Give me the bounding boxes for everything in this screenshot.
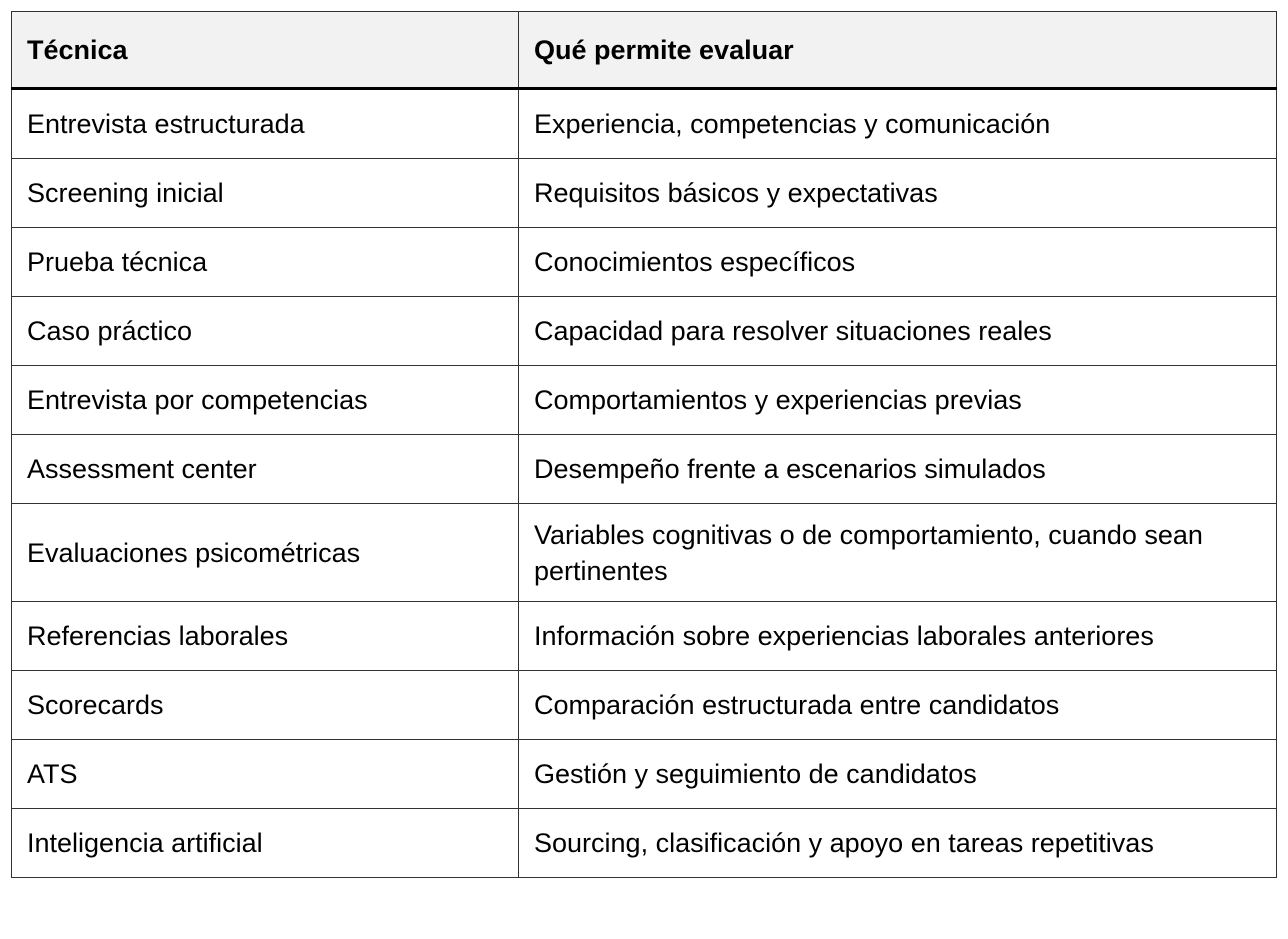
evaluation-cell: Comportamientos y experiencias previas — [519, 366, 1277, 435]
evaluation-cell: Información sobre experiencias laborales anteriores — [519, 602, 1277, 671]
table-row — [12, 740, 1277, 809]
table-row — [12, 504, 1277, 602]
technique-cell: Screening inicial — [12, 159, 519, 228]
technique-cell: ATS — [12, 740, 519, 809]
evaluation-cell: Gestión y seguimiento de candidatos — [519, 740, 1277, 809]
evaluation-cell: Requisitos básicos y expectativas — [519, 159, 1277, 228]
column-header-tecnica: Técnica — [12, 12, 519, 89]
evaluation-cell: Desempeño frente a escenarios simulados — [519, 435, 1277, 504]
table-row — [12, 366, 1277, 435]
technique-cell: Scorecards — [12, 671, 519, 740]
technique-cell: Caso práctico — [12, 297, 519, 366]
table-row — [12, 602, 1277, 671]
table-row — [12, 297, 1277, 366]
technique-cell: Entrevista estructurada — [12, 89, 519, 159]
table-header-row — [12, 12, 1277, 89]
technique-cell: Referencias laborales — [12, 602, 519, 671]
technique-cell: Evaluaciones psicométricas — [12, 504, 519, 602]
table-row — [12, 809, 1277, 878]
table-row — [12, 435, 1277, 504]
techniques-table — [11, 11, 1277, 878]
evaluation-cell: Conocimientos específicos — [519, 228, 1277, 297]
table-row — [12, 671, 1277, 740]
technique-cell: Prueba técnica — [12, 228, 519, 297]
technique-cell: Entrevista por competencias — [12, 366, 519, 435]
technique-cell: Inteligencia artificial — [12, 809, 519, 878]
evaluation-cell: Experiencia, competencias y comunicación — [519, 89, 1277, 159]
evaluation-cell: Comparación estructurada entre candidatos — [519, 671, 1277, 740]
technique-cell: Assessment center — [12, 435, 519, 504]
column-header-que-permite-evaluar: Qué permite evaluar — [519, 12, 1277, 89]
table-row — [12, 89, 1277, 159]
table-row — [12, 159, 1277, 228]
evaluation-cell: Capacidad para resolver situaciones reales — [519, 297, 1277, 366]
table-row — [12, 228, 1277, 297]
evaluation-cell: Variables cognitivas o de comportamiento, cuando sean pertinentes — [519, 504, 1277, 602]
evaluation-cell: Sourcing, clasificación y apoyo en tareas repetitivas — [519, 809, 1277, 878]
